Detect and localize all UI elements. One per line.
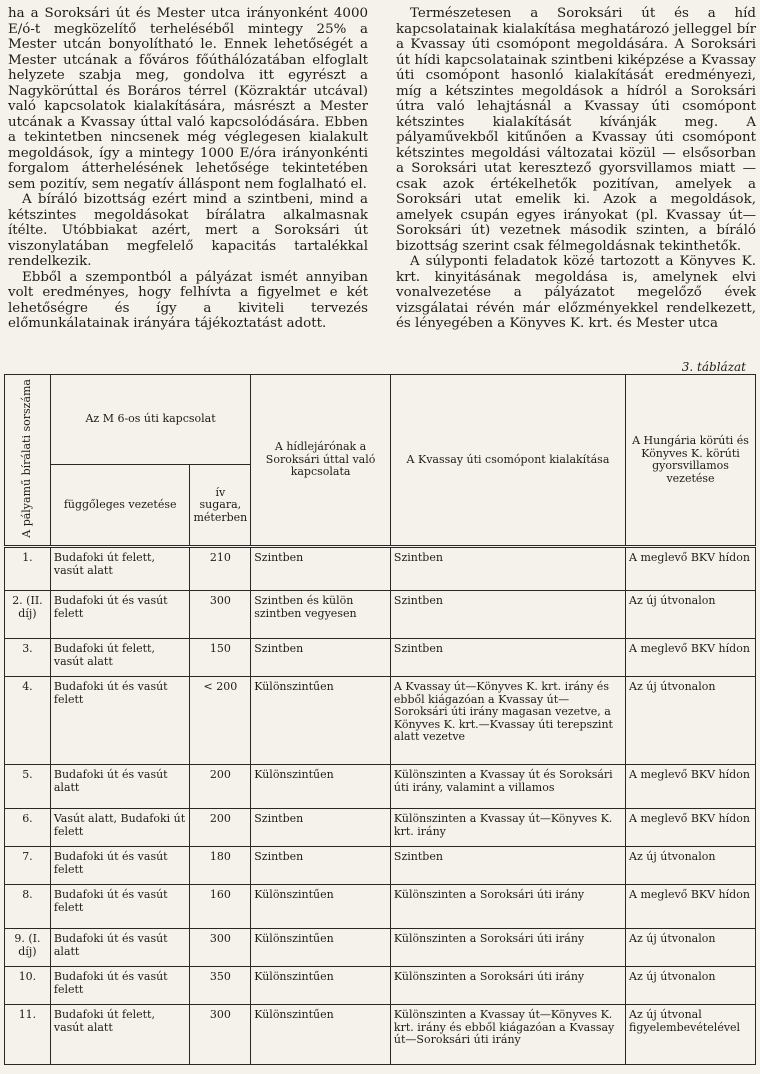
cell-hid: Szintben és külön szintben vegyesen [251,591,391,639]
cell-fugg: Budafoki út felett, vasút alatt [50,1005,190,1065]
cell-hung: Az új útvonalon [626,847,756,885]
cell-hung: A meglevő BKV hídon [626,809,756,847]
cell-kvassay: Különszinten a Soroksári úti irány [390,885,625,929]
cell-hung: A meglevő BKV hídon [626,885,756,929]
table-label: 3. táblázat [681,360,746,374]
left-paragraph-3: Ebből a szempontból a pályázat ismét annyiban volt eredményes, hogy felhívta a figyelmet e két lehetőségre és így a kiviteli tervezés előmunkálatainak irányára tájékoztatást adott. [8,269,368,331]
cell-hid: Különszintűen [251,967,391,1005]
cell-hid: Szintben [251,809,391,847]
cell-num: 4. [5,677,51,765]
cell-fugg: Budafoki út felett, vasút alatt [50,547,190,591]
cell-num: 2. (II. díj) [5,591,51,639]
cell-hung: Az új útvonalon [626,677,756,765]
cell-hid: Szintben [251,639,391,677]
cell-hung: Az új útvonalon [626,591,756,639]
cell-fugg: Budafoki út és vasút felett [50,677,190,765]
cell-fugg: Budafoki út és vasút felett [50,591,190,639]
cell-iv: 180 [190,847,251,885]
cell-num: 7. [5,847,51,885]
header-hidlejaro: A hídlejárónak a Soroksári úttal való kapcsolata [251,375,391,547]
cell-num: 9. (I. díj) [5,929,51,967]
cell-hung: Az új útvonalon [626,967,756,1005]
table-body [5,547,756,1065]
cell-iv: 300 [190,591,251,639]
table-row [5,591,756,639]
table-row [5,885,756,929]
cell-kvassay: Szintben [390,547,625,591]
cell-num: 3. [5,639,51,677]
cell-fugg: Budafoki út és vasút alatt [50,929,190,967]
cell-kvassay: Különszinten a Kvassay út és Soroksári úti irány, valamint a villamos [390,765,625,809]
table-row [5,547,756,591]
table-row [5,765,756,809]
cell-iv: 210 [190,547,251,591]
cell-hid: Különszintűen [251,885,391,929]
cell-fugg: Budafoki út és vasút alatt [50,765,190,809]
cell-iv: 160 [190,885,251,929]
text-columns [8,6,756,332]
cell-iv: 300 [190,929,251,967]
cell-kvassay: Különszinten a Soroksári úti irány [390,929,625,967]
cell-hung: A meglevő BKV hídon [626,639,756,677]
cell-hid: Különszintűen [251,765,391,809]
table-row [5,1005,756,1065]
cell-hid: Szintben [251,847,391,885]
cell-fugg: Budafoki út és vasút felett [50,847,190,885]
cell-iv: 200 [190,765,251,809]
cell-num: 1. [5,547,51,591]
cell-hung: Az új útvonal figyelembevételével [626,1005,756,1065]
cell-hid: Különszintűen [251,929,391,967]
cell-fugg: Budafoki út és vasút felett [50,967,190,1005]
header-gyorsvillamos: A Hungária körúti és Könyves K. körúti gyorsvillamos vezetése [626,375,756,547]
cell-num: 10. [5,967,51,1005]
table-row [5,677,756,765]
cell-iv: 200 [190,809,251,847]
right-paragraph-1: Természetesen a Soroksári út és a híd kapcsolatainak kialakítása meghatározó jelleggel bír a Kvassay úti csomópont megoldására. A Soroksári út hídi kapcsolatainak szintbeni kiképzése a Kvassay úti csomópont hasonló kialakítását eredményezi, míg a kétszintes megoldások a hídról a Soroksári útra való lehajtásnál a Kvassay úti csomópont kétszintes kialakítását kívánják meg. A pályaművekből kitűnően a Kvassay úti csomópont kétszintes megoldási változatai közül — elsősorban a Soroksári utat keresztező gyorsvillamos miatt — csak azok értékelhetők pozitívan, amelyek a Soroksári utat emelik ki. Azok a megoldások, amelyek csupán egyes irányokat (pl. Kvassay út—Soroksári út) vezetnek második szinten, a bíráló bizottság szerint csak félmegoldásnak tekinthetők. [396,6,756,254]
cell-fugg: Budafoki út és vasút felett [50,885,190,929]
left-paragraph-1: ha a Soroksári út és Mester utca irányonként 4000 E/ó-t megközelítő terheléséből mintegy 25% a Mester utcán bonyolítható le. Ennek lehetőségét a Mester utcának a főváros főúthálózatában elfoglalt helyzete szabja meg, gondolva itt egyrészt a Nagykörúttal és Boráros térrel (Közraktár utcával) való kapcsolatok kialakítására, másrészt a Mester utcának a Kvassay úttal való kapcsolódására. Ebben a tekintetben nincsenek még véglegesen kialakult megoldások, így a mintegy 1000 E/óra irányonkénti forgalom átterhelésének lehetősége tekintetében sem pozitív, sem negatív álláspont nem foglalható el. [8,6,368,192]
cell-iv: 150 [190,639,251,677]
table-row [5,929,756,967]
cell-hung: A meglevő BKV hídon [626,765,756,809]
comparison-table [4,374,756,1065]
cell-num: 5. [5,765,51,809]
table-row [5,809,756,847]
left-paragraph-2: A bíráló bizottság ezért mind a szintbeni, mind a kétszintes megoldásokat bírálatra alkalmasnak ítélte. Utóbbiakat azért, mert a Soroksári út viszonylatában megfelelő kapacitás tartalékkal rendelkezik. [8,192,368,269]
cell-num: 11. [5,1005,51,1065]
cell-hid: Különszintűen [251,677,391,765]
table-row [5,967,756,1005]
cell-hid: Különszintűen [251,1005,391,1065]
table-row [5,847,756,885]
cell-kvassay: Szintben [390,847,625,885]
cell-hung: Az új útvonalon [626,929,756,967]
cell-kvassay: Különszinten a Kvassay út—Könyves K. krt. irány és ebből kiágazóan a Kvassay út—Soroksári úti irány [390,1005,625,1065]
cell-kvassay: Különszinten a Kvassay út—Könyves K. krt. irány [390,809,625,847]
cell-fugg: Budafoki út felett, vasút alatt [50,639,190,677]
cell-kvassay: Különszinten a Soroksári úti irány [390,967,625,1005]
cell-kvassay: A Kvassay út—Könyves K. krt. irány és ebből kiágazóan a Kvassay út—Soroksári úti irány magasan vezetve, a Könyves K. krt.—Kvassay úti terepszint alatt vezetve [390,677,625,765]
header-group-m6: Az M 6-os úti kapcsolat [50,375,250,465]
cell-kvassay: Szintben [390,639,625,677]
right-paragraph-2: A súlyponti feladatok közé tartozott a Könyves K. krt. kinyitásának megoldása is, amelynek elvi vonalvezetése a pályázatot megelőző évek vizsgálatai révén már előzményekkel rendelkezett, és lényegében a Könyves K. krt. és Mester utca [396,254,756,331]
header-sorszam: A pályamű bírálati sorszáma [5,375,51,547]
cell-num: 8. [5,885,51,929]
cell-num: 6. [5,809,51,847]
left-column [8,6,368,332]
header-ivsugar: ív sugara, méterben [190,465,251,547]
cell-iv: < 200 [190,677,251,765]
cell-hid: Szintben [251,547,391,591]
cell-iv: 300 [190,1005,251,1065]
cell-hung: A meglevő BKV hídon [626,547,756,591]
cell-kvassay: Szintben [390,591,625,639]
table-row [5,639,756,677]
cell-fugg: Vasút alatt, Budafoki út felett [50,809,190,847]
header-kvassay: A Kvassay úti csomópont kialakítása [390,375,625,547]
header-fuggoleges: függőleges vezetése [50,465,190,547]
cell-iv: 350 [190,967,251,1005]
right-column [396,6,756,332]
